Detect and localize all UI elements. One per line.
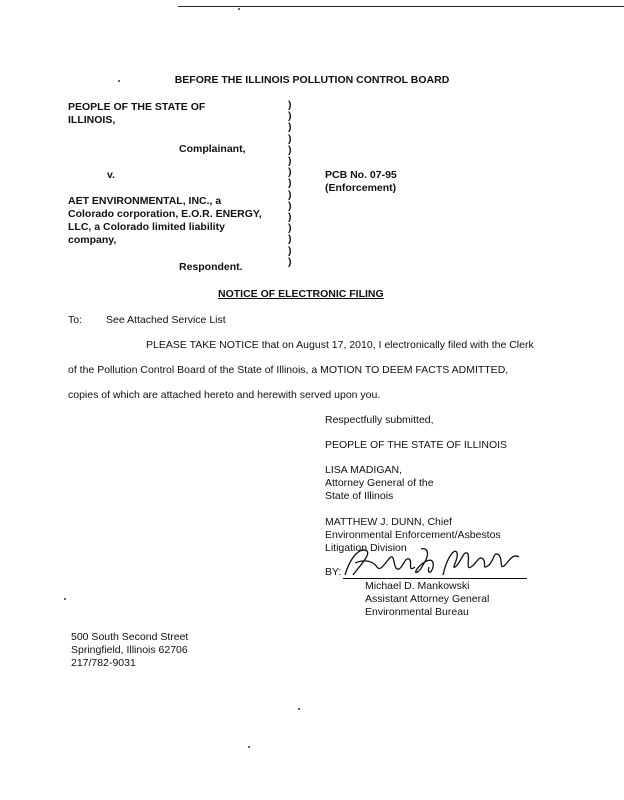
paren: ) — [288, 199, 292, 212]
to-value: See Attached Service List — [106, 314, 226, 326]
body-line-3: copies of which are attached hereto and herewith served upon you. — [68, 389, 381, 401]
signer-title-2: Environmental Bureau — [365, 606, 469, 618]
ag-name: LISA MADIGAN, — [325, 464, 403, 476]
paren: ) — [288, 177, 292, 190]
respondent-label: Respondent. — [179, 261, 243, 273]
paren: ) — [288, 188, 292, 201]
paren: ) — [288, 121, 292, 134]
signer-name: Michael D. Mankowski — [365, 580, 470, 592]
defendant-line-2: Colorado corporation, E.O.R. ENERGY, — [68, 208, 262, 220]
scan-speck — [298, 708, 300, 710]
paren: ) — [288, 211, 292, 224]
by-label: BY: — [325, 566, 342, 578]
paren: ) — [288, 155, 292, 168]
closing: Respectfully submitted, — [325, 414, 434, 426]
chief-title-1: Environmental Enforcement/Asbestos — [325, 529, 501, 541]
case-type: (Enforcement) — [325, 182, 397, 194]
party-name: PEOPLE OF THE STATE OF ILLINOIS — [325, 439, 508, 451]
defendant-line-4: company, — [68, 234, 117, 246]
board-title: BEFORE THE ILLINOIS POLLUTION CONTROL BOARD — [174, 74, 450, 86]
scan-speck — [238, 8, 240, 10]
versus-label: v. — [107, 169, 115, 181]
address-line-2: Springfield, Illinois 62706 — [71, 644, 188, 656]
signature-line — [343, 578, 527, 579]
defendant-line-3: LLC, a Colorado limited liability — [68, 221, 225, 233]
plaintiff-line-2: ILLINOIS, — [68, 114, 116, 126]
body-line-2: of the Pollution Control Board of the State of Illinois, a MOTION TO DEEM FACTS ADMITTED, — [68, 364, 509, 376]
top-rule — [178, 6, 624, 7]
paren: ) — [288, 244, 292, 257]
plaintiff-line-1: PEOPLE OF THE STATE OF — [68, 101, 206, 113]
handwritten-signature — [343, 545, 523, 579]
chief-name: MATTHEW J. DUNN, Chief — [325, 516, 452, 528]
body-line-1: PLEASE TAKE NOTICE that on August 17, 2010, I electronically filed with the Clerk — [146, 339, 534, 351]
address-line-1: 500 South Second Street — [71, 631, 189, 643]
chief-title-2: Litigation Division — [325, 542, 407, 554]
scan-speck — [64, 598, 66, 600]
notice-heading: NOTICE OF ELECTRONIC FILING — [218, 288, 384, 300]
complainant-label: Complainant, — [179, 143, 246, 155]
paren: ) — [288, 222, 292, 235]
signer-title-1: Assistant Attorney General — [365, 593, 490, 605]
ag-title-1: Attorney General of the — [325, 477, 434, 489]
defendant-line-1: AET ENVIRONMENTAL, INC., a — [68, 195, 222, 207]
paren: ) — [288, 99, 292, 111]
paren: ) — [288, 233, 292, 246]
scan-speck — [248, 746, 250, 748]
paren: ) — [288, 143, 292, 156]
paren: ) — [288, 255, 292, 268]
paren: ) — [288, 132, 292, 145]
paren: ) — [288, 166, 292, 179]
to-label: To: — [68, 314, 83, 326]
address-phone: 217/782-9031 — [71, 657, 136, 669]
case-number: PCB No. 07-95 — [325, 169, 397, 181]
ag-title-2: State of Illinois — [325, 490, 394, 502]
paren: ) — [288, 110, 292, 123]
caption-parentheses — [288, 100, 292, 268]
